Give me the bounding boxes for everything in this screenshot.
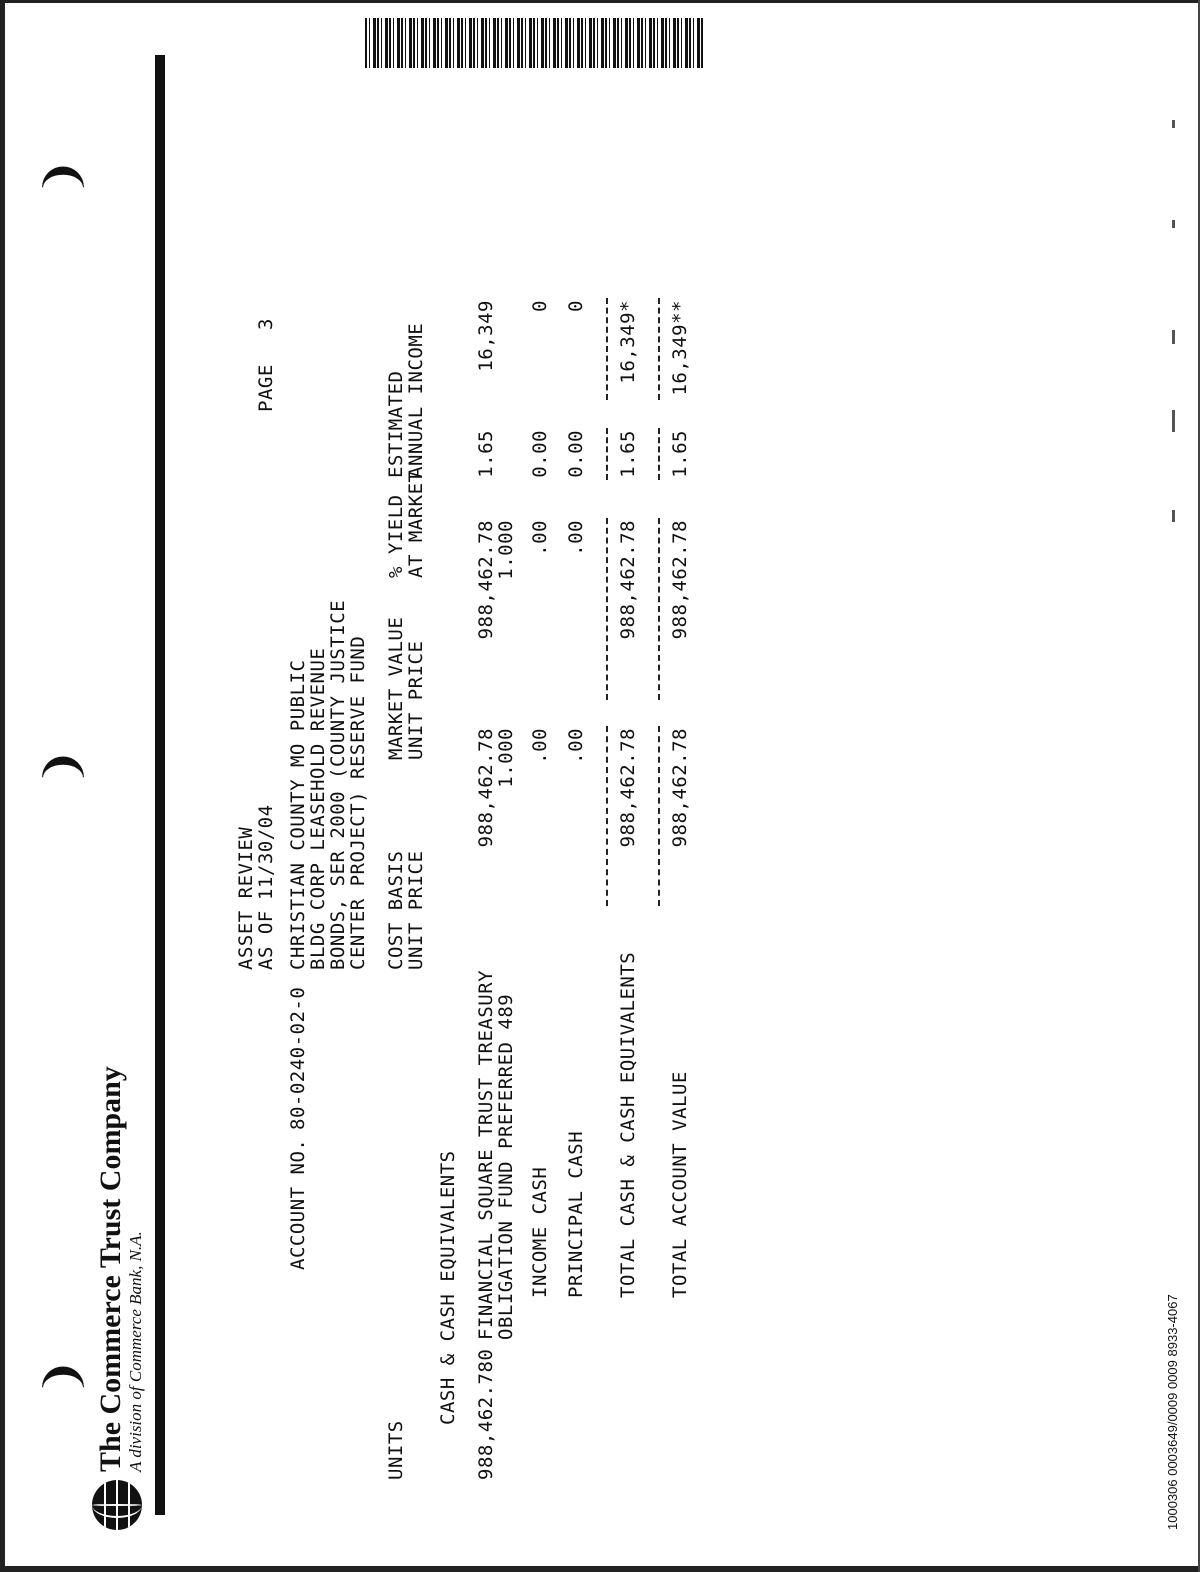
yield-total: 1.65	[669, 430, 691, 478]
punch-hole-icon: ❩	[34, 747, 89, 787]
account-description-line: CENTER PROJECT) RESERVE FUND	[347, 635, 369, 970]
market-value-value: .00	[565, 520, 587, 556]
holding-description: FINANCIAL SQUARE TRUST TREASURY	[475, 969, 497, 1340]
units-value: 988,462.780	[475, 1348, 497, 1480]
cost-basis-total: 988,462.78	[617, 728, 639, 848]
col-header-market-value: MARKET VALUE	[385, 616, 407, 760]
cost-basis-value: .00	[565, 728, 587, 764]
cost-unit-price-value: 1.000	[495, 728, 517, 788]
cost-basis-value: .00	[529, 728, 551, 764]
col-header-cost-basis: COST BASIS	[385, 850, 407, 970]
yield-value: 0.00	[529, 430, 551, 478]
income-value: 0	[565, 300, 587, 312]
col-header-income-sub: ANNUAL INCOME	[405, 322, 427, 478]
holding-description: INCOME CASH	[529, 1166, 551, 1298]
income-total: 16,349**	[669, 300, 691, 396]
total-label: TOTAL ACCOUNT VALUE	[669, 1071, 691, 1298]
page-label: PAGE	[255, 364, 277, 412]
total-rule	[658, 518, 660, 700]
punch-hole-icon: ❩	[34, 157, 89, 197]
total-rule	[658, 298, 660, 400]
income-total: 16,349*	[617, 300, 639, 384]
scan-specks	[1172, 120, 1192, 620]
market-value-value: 988,462.78	[475, 520, 497, 640]
account-label: ACCOUNT NO.	[287, 1138, 309, 1270]
as-of-label: AS OF	[255, 910, 277, 970]
report-title: ASSET REVIEW	[235, 826, 257, 970]
market-value-total: 988,462.78	[669, 520, 691, 640]
yield-value: 0.00	[565, 430, 587, 478]
subtotal-rule	[606, 428, 608, 480]
market-value-total: 988,462.78	[617, 520, 639, 640]
company-name: The Commerce Trust Company	[94, 1066, 127, 1472]
holding-description: PRINCIPAL CASH	[565, 1130, 587, 1298]
col-header-units: UNITS	[385, 1420, 407, 1480]
punch-hole-icon: ❩	[34, 1357, 89, 1397]
total-rule	[658, 726, 660, 906]
total-rule	[658, 428, 660, 480]
account-description-line: CHRISTIAN COUNTY MO PUBLIC	[287, 659, 309, 970]
scan-edge-top	[0, 0, 1200, 3]
globe-icon	[92, 1480, 142, 1530]
section-title: CASH & CASH EQUIVALENTS	[437, 1150, 459, 1425]
col-header-market-unit-price: UNIT PRICE	[405, 640, 427, 760]
income-value: 0	[529, 300, 551, 312]
col-header-cost-unit-price: UNIT PRICE	[405, 850, 427, 970]
col-header-yield: % YIELD	[385, 494, 407, 578]
account-description-line: BLDG CORP LEASEHOLD REVENUE	[307, 647, 329, 970]
scan-edge-left	[0, 0, 5, 1572]
market-value-value: .00	[529, 520, 551, 556]
subtotal-rule	[606, 726, 608, 906]
scan-edge-bottom	[0, 1566, 1200, 1572]
col-header-yield-sub: AT MARKET	[405, 470, 427, 578]
as-of-date: 11/30/04	[255, 804, 277, 900]
statement-content	[30, 70, 1180, 1530]
yield-total: 1.65	[617, 430, 639, 478]
barcode	[365, 18, 705, 68]
total-label: TOTAL CASH & CASH EQUIVALENTS	[617, 951, 639, 1298]
cost-basis-total: 988,462.78	[669, 728, 691, 848]
page-number: 3	[255, 318, 277, 330]
subtotal-rule	[606, 298, 608, 400]
col-header-income: ESTIMATED	[385, 370, 407, 478]
subtotal-rule	[606, 518, 608, 700]
cost-basis-value: 988,462.78	[475, 728, 497, 848]
income-value: 16,349	[475, 300, 497, 372]
company-division: A division of Commerce Bank, N.A.	[126, 1231, 145, 1472]
account-number: 80-0240-02-0	[287, 986, 309, 1130]
market-unit-price-value: 1.000	[495, 520, 517, 580]
yield-value: 1.65	[475, 430, 497, 478]
account-description-line: BONDS, SER 2000 (COUNTY JUSTICE	[327, 599, 349, 970]
footer-code: 1000306 0003649/0009 0009 8933-4067	[1165, 1294, 1180, 1530]
holding-description: OBLIGATION FUND PREFERRED 489	[495, 993, 517, 1340]
